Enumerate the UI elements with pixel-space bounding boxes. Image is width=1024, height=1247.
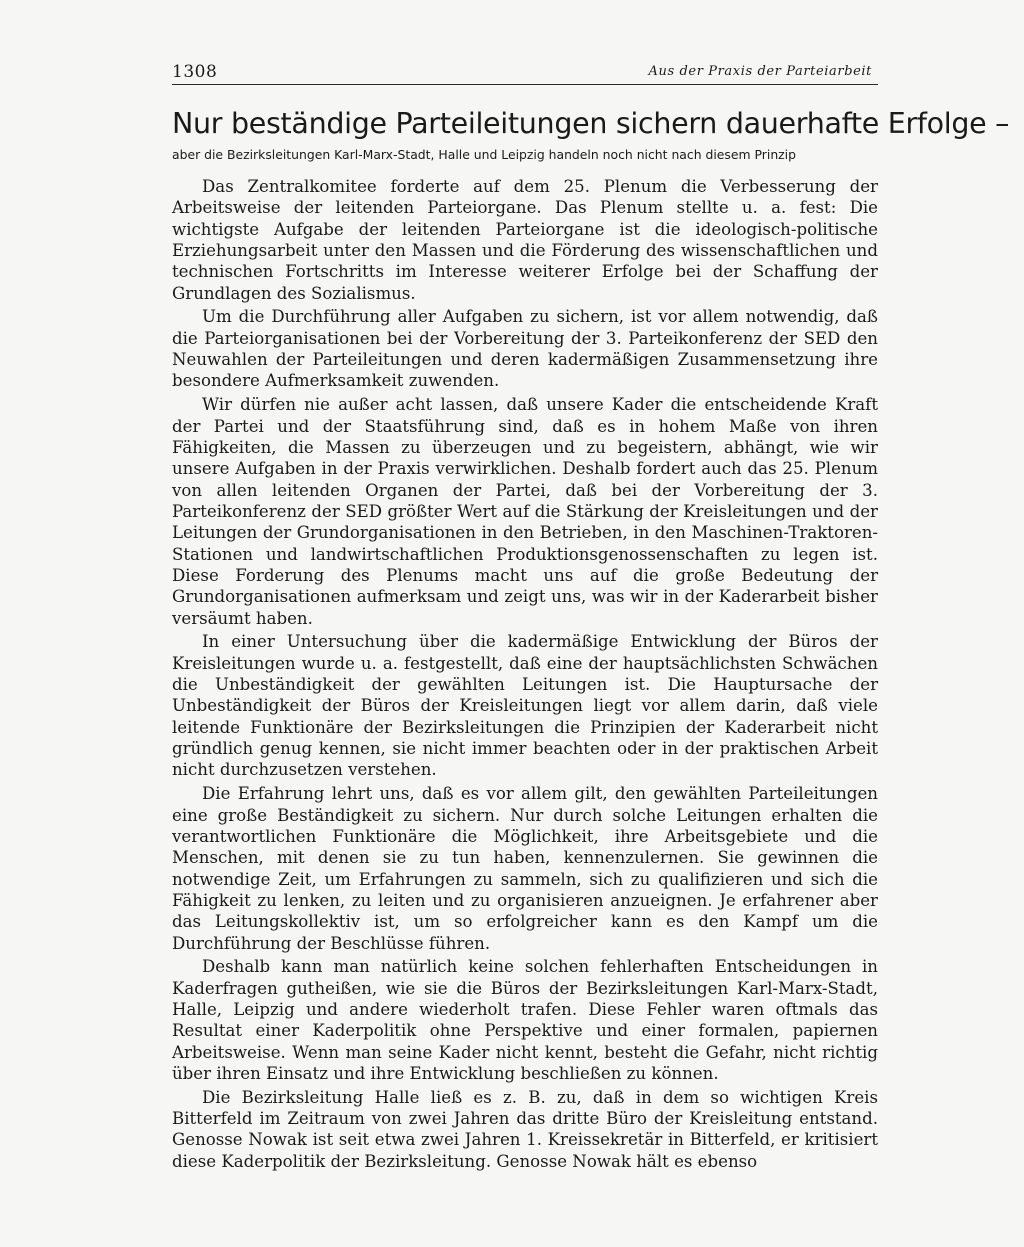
article-title: Nur beständige Parteileitungen sichern dauerhafte Erfolge – xyxy=(172,107,1010,140)
paragraph: Die Erfahrung lehrt uns, daß es vor allem gilt, den gewählten Parteileitungen eine große Beständigkeit zu sichern. Nur durch solche Leitungen erhalten die verantwortlichen Funktionäre die Möglichkeit, ihre Arbeitsgebiete und die Menschen, mit denen sie zu tun haben, kennenzulernen. Sie gewinnen die notwendige Zeit, um Erfahrungen zu sammeln, sich zu qualifizieren und sich die Fähigkeit zu lenken, zu leiten und zu organisieren anzueignen. Je erfahrener aber das Leitungskollektiv ist, um so erfolgreicher kann es den Kampf um die Durchführung der Beschlüsse führen. xyxy=(172,784,878,953)
page-number: 1308 xyxy=(172,62,218,82)
article-subtitle: aber die Bezirksleitungen Karl-Marx-Stadt, Halle und Leipzig handeln noch nicht nach diesem Prinzip xyxy=(172,147,796,162)
article-body xyxy=(172,176,878,1175)
page-header xyxy=(172,58,878,85)
paragraph: Wir dürfen nie außer acht lassen, daß unsere Kader die entscheidende Kraft der Partei und der Staatsführung sind, daß es in hohem Maße von ihren Fähigkeiten, die Massen zu überzeugen und zu begeistern, abhängt, wie wir unsere Aufgaben in der Praxis verwirklichen. Deshalb fordert auch das 25. Plenum von allen leitenden Organen der Partei, daß bei der Vorbereitung der 3. Parteikonferenz der SED größter Wert auf die Stärkung der Kreisleitungen und der Leitungen der Grundorganisationen in den Betrieben, in den Maschinen-Traktoren-Stationen und landwirtschaftlichen Produktionsgenossenschaften zu legen ist. Diese Forderung des Plenums macht uns auf die große Bedeutung der Grundorganisationen aufmerksam und zeigt uns, was wir in der Kaderarbeit bisher versäumt haben. xyxy=(172,395,878,628)
paragraph: In einer Untersuchung über die kadermäßige Entwicklung der Büros der Kreisleitungen wurde u. a. festgestellt, daß eine der hauptsächlichsten Schwächen die Unbeständigkeit der gewählten Leitungen ist. Die Hauptursache der Unbeständigkeit der Büros der Kreisleitungen liegt vor allem darin, daß viele leitende Funktionäre der Bezirksleitungen die Prinzipien der Kaderarbeit nicht gründlich genug kennen, sie nicht immer beachten oder in der praktischen Arbeit nicht durchzusetzen verstehen. xyxy=(172,632,878,780)
paragraph: Das Zentralkomitee forderte auf dem 25. Plenum die Verbesserung der Arbeitsweise der leitenden Parteiorgane. Das Plenum stellte u. a. fest: Die wichtigste Aufgabe der leitenden Parteiorgane ist die ideologisch-politische Erziehungsarbeit unter den Massen und die Förderung des wissenschaftlichen und technischen Fortschritts im Interesse weiterer Erfolge bei der Schaffung der Grundlagen des Sozialismus. xyxy=(172,177,878,303)
running-head: Aus der Praxis der Parteiarbeit xyxy=(648,64,872,79)
paragraph: Die Bezirksleitung Halle ließ es z. B. zu, daß in dem so wichtigen Kreis Bitterfeld im Zeitraum von zwei Jahren das dritte Büro der Kreisleitung entstand. Genosse Nowak ist seit etwa zwei Jahren 1. Kreissekretär in Bitterfeld, er kritisiert diese Kaderpolitik der Bezirksleitung. Genosse Nowak hält es ebenso xyxy=(172,1087,878,1171)
paragraph: Um die Durchführung aller Aufgaben zu sichern, ist vor allem notwendig, daß die Parteiorganisationen bei der Vorbereitung der 3. Parteikonferenz der SED den Neuwahlen der Parteileitungen und deren kadermäßigen Zusammensetzung ihre besondere Aufmerksamkeit zuwenden. xyxy=(172,307,878,391)
paragraph: Deshalb kann man natürlich keine solchen fehlerhaften Entscheidungen in Kaderfragen gutheißen, wie sie die Büros der Bezirksleitungen Karl-Marx-Stadt, Halle, Leipzig und andere wiederholt trafen. Diese Fehler waren oftmals das Resultat einer Kaderpolitik ohne Perspektive und einer formalen, papiernen Arbeitsweise. Wenn man seine Kader nicht kennt, besteht die Gefahr, nicht richtig über ihren Einsatz und ihre Entwicklung beschließen zu können. xyxy=(172,957,878,1084)
